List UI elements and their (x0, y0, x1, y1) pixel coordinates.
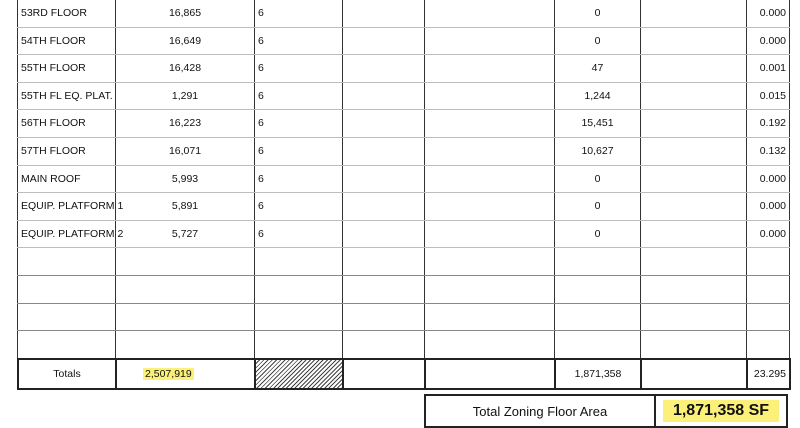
floor-label: 57TH FLOOR (18, 137, 116, 165)
far-ratio: 0.192 (747, 110, 790, 138)
table-row (18, 82, 790, 110)
table-row (18, 0, 790, 27)
empty-cell (641, 137, 747, 165)
use-group: 6 (255, 110, 343, 138)
empty-cell (641, 82, 747, 110)
empty-cell (425, 220, 555, 248)
empty-cell (425, 0, 555, 27)
empty-cell (425, 110, 555, 138)
use-group: 6 (255, 193, 343, 221)
floor-label: EQUIP. PLATFORM 2 (18, 220, 116, 248)
far-ratio: 0.132 (747, 137, 790, 165)
empty-cell (641, 110, 747, 138)
use-group: 6 (255, 165, 343, 193)
empty-cell (343, 220, 425, 248)
floor-area-table (17, 0, 790, 359)
empty-cell (641, 220, 747, 248)
empty-cell (343, 55, 425, 83)
empty-cell (343, 165, 425, 193)
empty-cell (425, 82, 555, 110)
zoning-floor-area: 0 (555, 193, 641, 221)
gross-area: 5,891 (116, 193, 255, 221)
far-ratio: 0.001 (747, 55, 790, 83)
far-ratio: 0.015 (747, 82, 790, 110)
table-row (18, 165, 790, 193)
blank-row (18, 331, 790, 359)
empty-cell (343, 0, 425, 27)
totals-gross: 2,507,919 (145, 368, 192, 380)
use-group: 6 (255, 82, 343, 110)
floor-label: 55TH FLOOR (18, 55, 116, 83)
gross-area: 16,428 (116, 55, 255, 83)
empty-cell (641, 27, 747, 55)
zoning-floor-area: 47 (555, 55, 641, 83)
table-row (18, 55, 790, 83)
table-row (18, 110, 790, 138)
use-group: 6 (255, 0, 343, 27)
floor-label: EQUIP. PLATFORM 1 (18, 193, 116, 221)
empty-cell (425, 359, 555, 389)
zoning-floor-area: 0 (555, 0, 641, 27)
hatched-cell (255, 359, 343, 389)
empty-cell (425, 193, 555, 221)
blank-row (18, 303, 790, 331)
total-zoning-floor-area-box (424, 394, 788, 428)
zoning-floor-area: 1,244 (555, 82, 641, 110)
blank-row (18, 248, 790, 276)
gross-area: 16,071 (116, 137, 255, 165)
summary-label: Total Zoning Floor Area (426, 396, 656, 426)
empty-cell (343, 193, 425, 221)
empty-cell (343, 137, 425, 165)
far-ratio: 0.000 (747, 220, 790, 248)
totals-row (17, 358, 791, 390)
far-ratio: 0.000 (747, 27, 790, 55)
totals-label: Totals (18, 359, 116, 389)
empty-cell (343, 359, 425, 389)
empty-cell (425, 55, 555, 83)
table-row (18, 193, 790, 221)
gross-area: 16,649 (116, 27, 255, 55)
use-group: 6 (255, 55, 343, 83)
gross-area: 16,223 (116, 110, 255, 138)
zoning-floor-area: 0 (555, 27, 641, 55)
empty-cell (641, 55, 747, 83)
gross-area: 1,291 (116, 82, 255, 110)
empty-cell (641, 165, 747, 193)
use-group: 6 (255, 27, 343, 55)
gross-area: 5,727 (116, 220, 255, 248)
floor-label: 53RD FLOOR (18, 0, 116, 27)
empty-cell (343, 27, 425, 55)
table-row (18, 137, 790, 165)
far-ratio: 0.000 (747, 0, 790, 27)
table-body (18, 0, 790, 358)
summary-value-cell (656, 396, 786, 426)
empty-cell (425, 27, 555, 55)
summary-value: 1,871,358 SF (663, 400, 779, 422)
gross-area: 16,865 (116, 0, 255, 27)
totals-gross-cell (116, 359, 255, 389)
floor-label: MAIN ROOF (18, 165, 116, 193)
table-row (18, 220, 790, 248)
blank-row (18, 275, 790, 303)
gross-area: 5,993 (116, 165, 255, 193)
empty-cell (425, 165, 555, 193)
empty-cell (641, 359, 747, 389)
empty-cell (641, 193, 747, 221)
empty-cell (641, 0, 747, 27)
zoning-floor-area: 15,451 (555, 110, 641, 138)
far-ratio: 0.000 (747, 193, 790, 221)
zoning-floor-area: 10,627 (555, 137, 641, 165)
floor-label: 55TH FL EQ. PLAT. (18, 82, 116, 110)
table-row (18, 27, 790, 55)
totals-ratio: 23.295 (747, 359, 790, 389)
use-group: 6 (255, 137, 343, 165)
zoning-floor-area: 0 (555, 165, 641, 193)
far-ratio: 0.000 (747, 165, 790, 193)
floor-label: 56TH FLOOR (18, 110, 116, 138)
totals-zfa: 1,871,358 (555, 359, 641, 389)
floor-label: 54TH FLOOR (18, 27, 116, 55)
empty-cell (343, 82, 425, 110)
empty-cell (425, 137, 555, 165)
empty-cell (343, 110, 425, 138)
use-group: 6 (255, 220, 343, 248)
zoning-floor-area: 0 (555, 220, 641, 248)
